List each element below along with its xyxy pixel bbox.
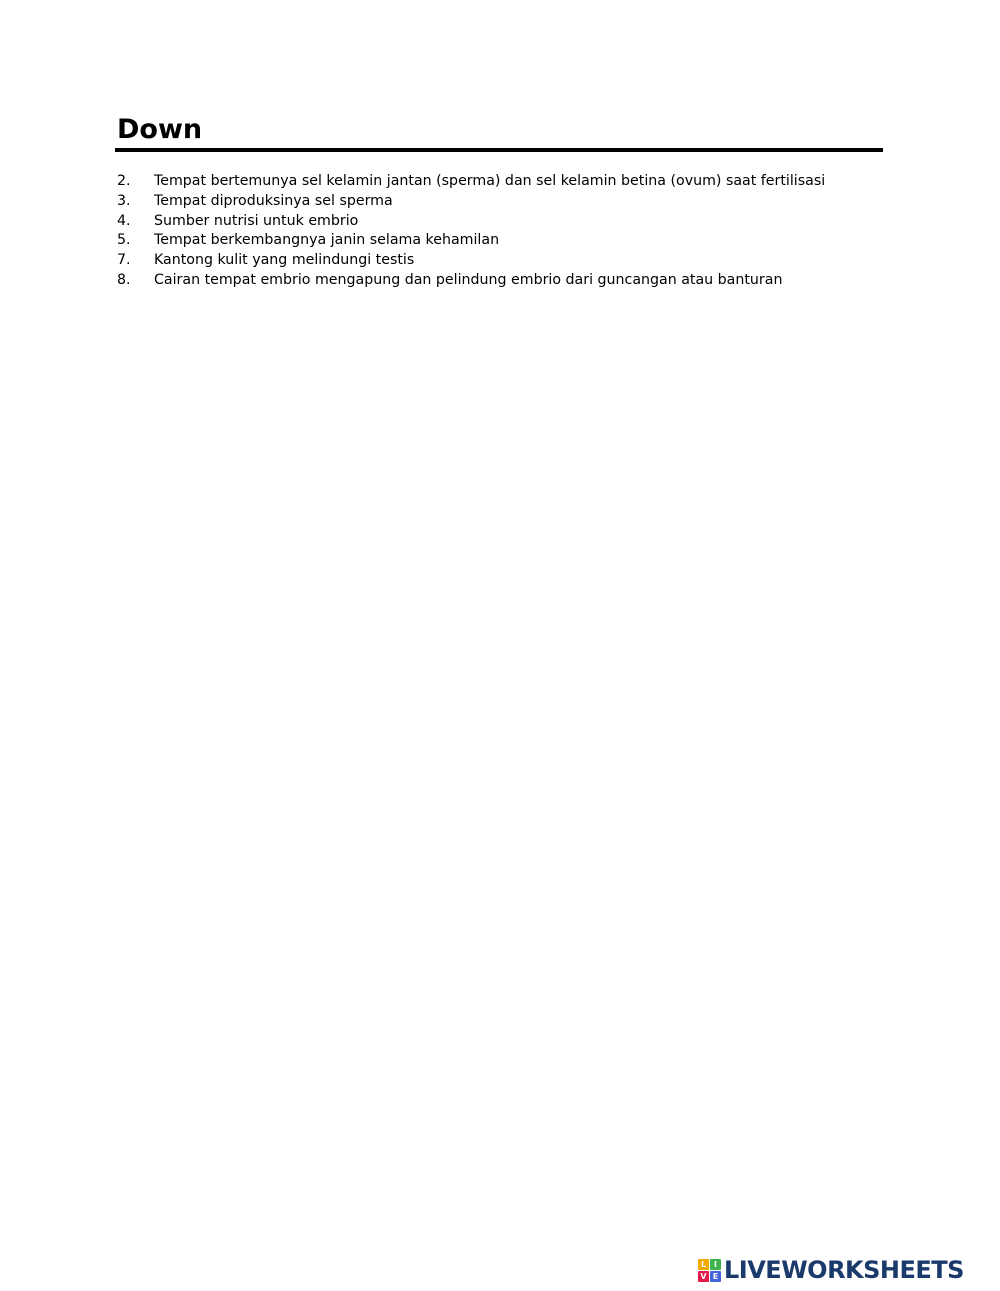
section-heading: Down [117,114,203,145]
clue-text: Tempat diproduksinya sel sperma [154,192,393,209]
logo-mark-letter: E [710,1271,721,1282]
clue-item [117,231,825,251]
heading-rule [115,148,883,152]
logo-mark-letter: V [698,1271,709,1282]
clue-text: Tempat berkembangnya janin selama kehamilan [154,232,500,249]
clue-number: 4. [117,212,131,229]
clue-number: 8. [117,271,131,288]
logo-mark-icon [698,1259,721,1282]
logo-wordmark: LIVEWORKSHEETS [724,1256,964,1284]
clue-number: 5. [117,232,131,249]
clue-item [117,212,825,232]
clue-text: Kantong kulit yang melindungi testis [154,252,415,269]
clue-item [117,192,825,212]
clue-item [117,172,825,192]
clue-number: 7. [117,252,131,269]
clue-text: Tempat bertemunya sel kelamin jantan (sperma) dan sel kelamin betina (ovum) saat fertilisasi [154,173,826,189]
clue-number: 3. [117,192,131,209]
clue-text: Cairan tempat embrio mengapung dan pelindung embrio dari guncangan atau banturan [154,271,783,288]
logo-mark-letter: I [710,1259,721,1270]
logo-mark-letter: L [698,1259,709,1270]
clue-text: Sumber nutrisi untuk embrio [154,212,359,229]
clue-number: 2. [117,173,131,189]
liveworksheets-logo [698,1256,964,1284]
clue-item [117,251,825,271]
clue-item [117,271,825,291]
clue-list [117,172,825,291]
